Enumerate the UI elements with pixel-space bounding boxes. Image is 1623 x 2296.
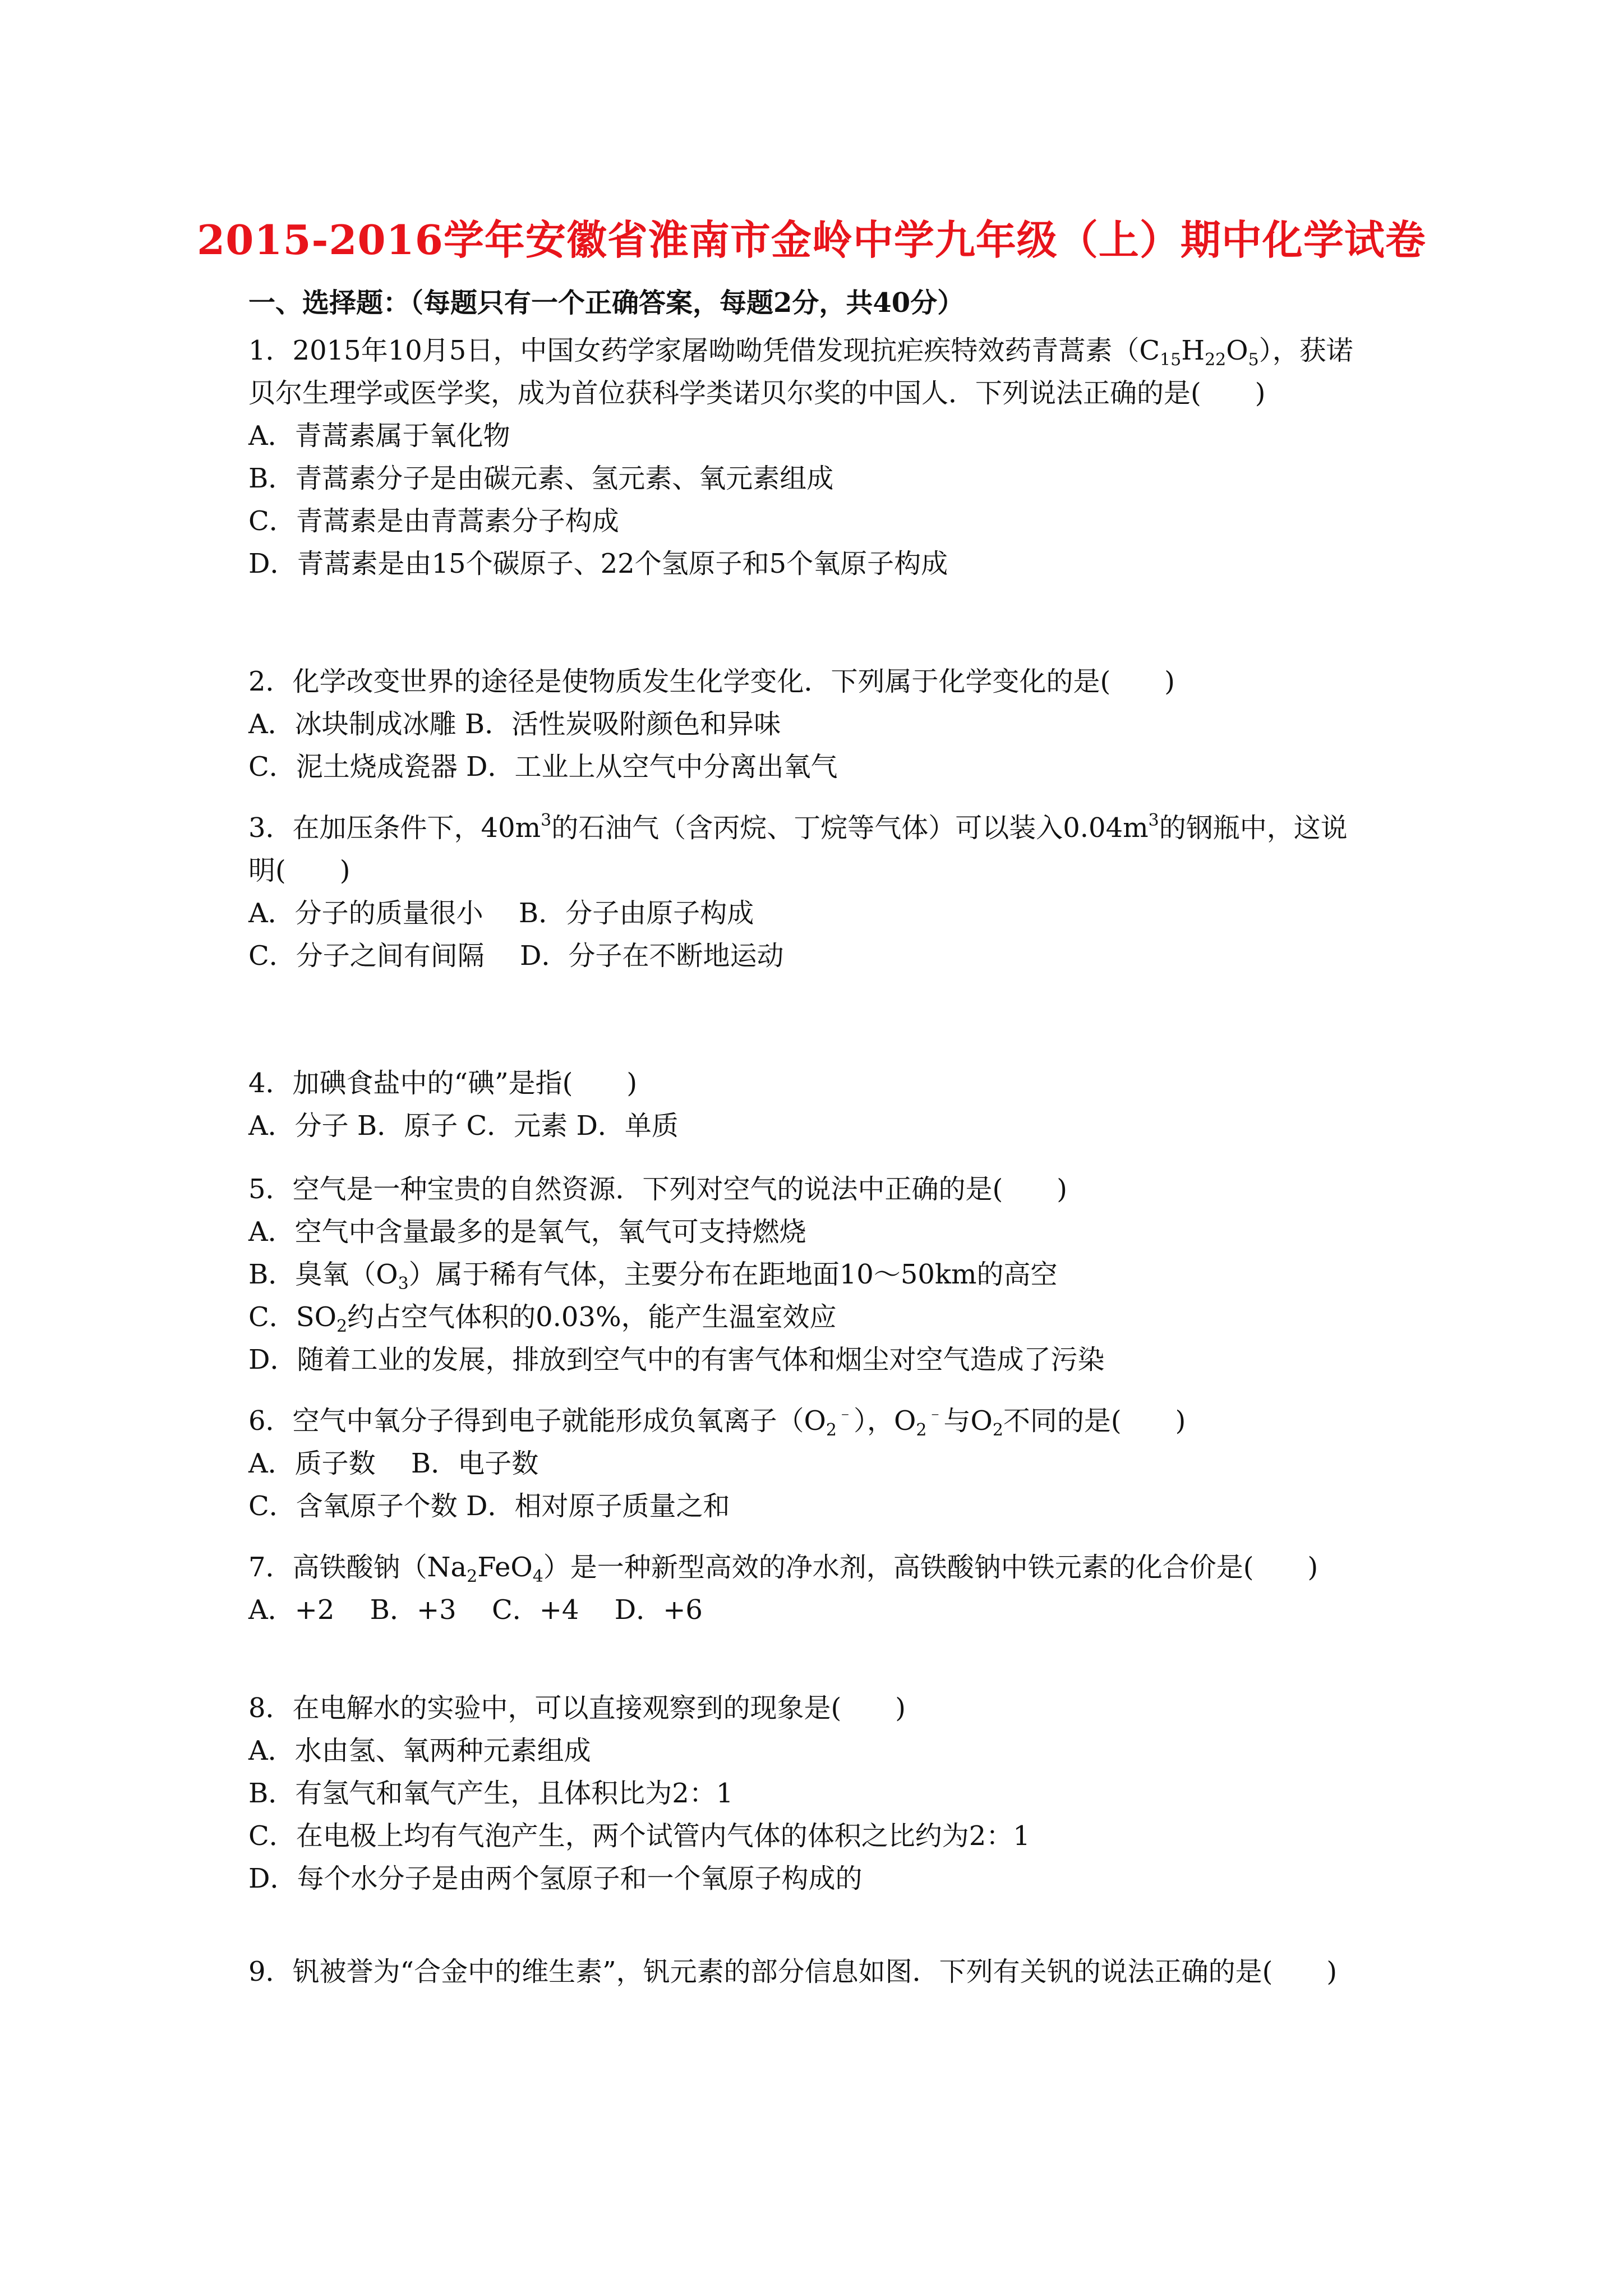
answer-option: A．分子 B．原子 C．元素 D．单质 [248,1110,679,1142]
answer-option: C．在电极上均有气泡产生，两个试管内气体的体积之比约为2：1 [248,1820,1030,1852]
question-stem-line: 3．在加压条件下，$40m^3$的石油气（含丙烷、丁烷等气体）可以装入$0.04m^3$的钢瓶中，这说 [248,811,1348,844]
question-stem-line: 9．钒被誉为“合金中的维生素”，钒元素的部分信息如图．下列有关钒的说法正确的是( ) [248,1956,1338,1987]
section-heading: 一、选择题：（每题只有一个正确答案，每题2分，共40分） [248,287,965,319]
answer-option: C．$SO_2$约占空气体积的0.03%，能产生温室效应 [248,1301,837,1336]
answer-option: A．+2 B．+3 C．+4 D．+6 [248,1594,703,1626]
answer-option: C．分子之间有间隔 D．分子在不断地运动 [248,940,784,972]
answer-option: A．冰块制成冰雕 B．活性炭吸附颜色和异味 [248,708,781,740]
question-stem-line: 明( ) [248,855,351,886]
answer-option: D．随着工业的发展，排放到空气中的有害气体和烟尘对空气造成了污染 [248,1344,1105,1375]
question-stem-line: 1．2015年10月5日，中国女药学家屠呦呦凭借发现抗疟疾特效药青蒿素$(C_{15}H_{22}O_5)$，获诺 [248,335,1353,370]
answer-option: B．有氢气和氧气产生，且体积比为2：1 [248,1778,734,1809]
answer-option: D．每个水分子是由两个氢原子和一个氧原子构成的 [248,1863,863,1894]
answer-option: C．含氧原子个数 D．相对原子质量之和 [248,1490,730,1522]
question-stem-line: 8．在电解水的实验中，可以直接观察到的现象是( ) [248,1692,906,1724]
question-stem-line: 5．空气是一种宝贵的自然资源．下列对空气的说法中正确的是( ) [248,1174,1067,1205]
answer-option: A．青蒿素属于氧化物 [248,420,510,452]
answer-option: A．分子的质量很小 B．分子由原子构成 [248,898,754,929]
answer-option: A．质子数 B．电子数 [248,1448,539,1479]
answer-option: B．臭氧$(O_3)$属于稀有气体，主要分布在距地面10～50km的高空 [248,1259,1058,1294]
exam-title: 2015-2016学年安徽省淮南市金岭中学九年级（上）期中化学试卷 [197,216,1426,264]
answer-option: B．青蒿素分子是由碳元素、氢元素、氧元素组成 [248,463,834,494]
answer-option: A．水由氢、氧两种元素组成 [248,1735,591,1766]
question-stem-line: 贝尔生理学或医学奖，成为首位获科学类诺贝尔奖的中国人．下列说法正确的是( ) [248,378,1266,409]
answer-option: A．空气中含量最多的是氧气，氧气可支持燃烧 [248,1216,806,1248]
question-stem-line: 6．空气中氧分子得到电子就能形成负氧离子$(O_2^﹣)$，$O_2^﹣$与$O_2$不同的是( ) [248,1404,1186,1440]
question-stem-line: 4．加碘食盐中的“碘”是指( ) [248,1068,638,1099]
answer-option: C．青蒿素是由青蒿素分子构成 [248,505,619,537]
answer-option: D．青蒿素是由15个碳原子、22个氢原子和5个氧原子构成 [248,548,948,579]
answer-option: C．泥土烧成瓷器 D．工业上从空气中分离出氧气 [248,751,838,783]
question-stem-line: 7．高铁酸钠$(Na_2FeO_4)$是一种新型高效的净水剂，高铁酸钠中铁元素的化合价是( ) [248,1552,1318,1586]
question-stem-line: 2．化学改变世界的途径是使物质发生化学变化．下列属于化学变化的是( ) [248,666,1175,697]
